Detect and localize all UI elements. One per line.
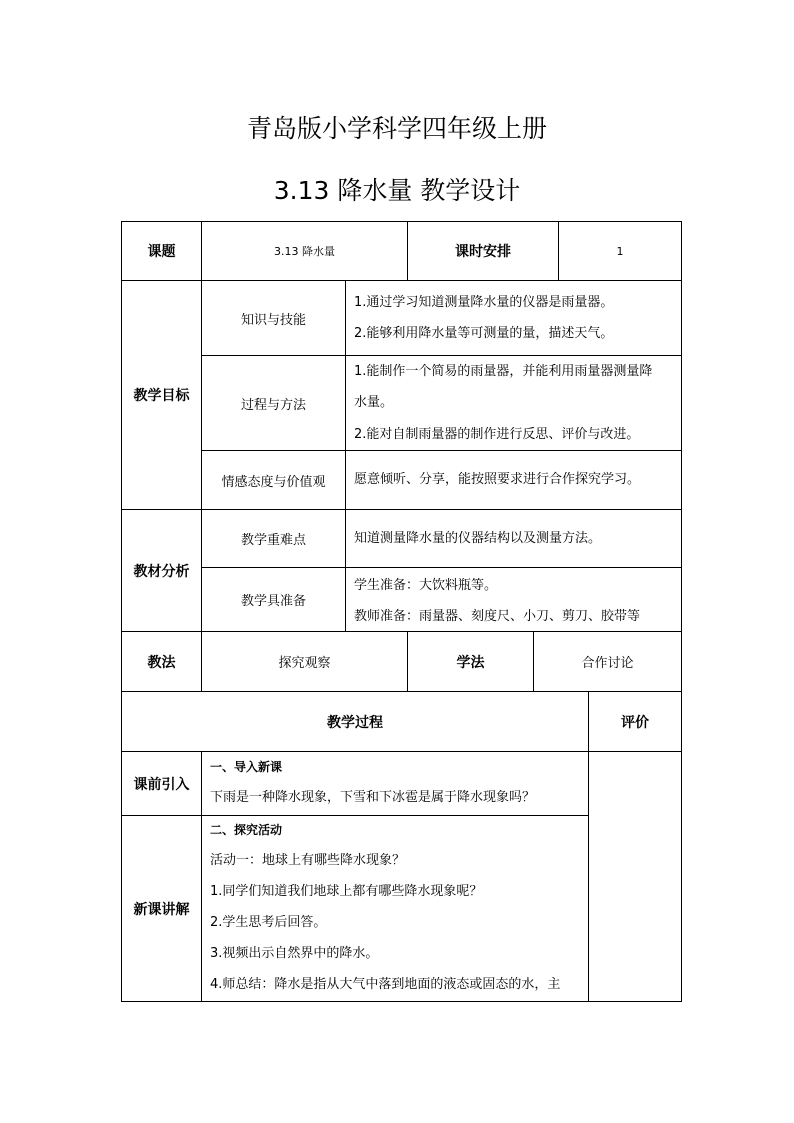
schedule-value: 1 [558, 221, 682, 281]
analysis-materials-label: 教学具准备 [201, 567, 346, 632]
method-value: 探究观察 [201, 631, 408, 692]
evaluation-cell [588, 751, 682, 1002]
newlesson-line: 2.学生思考后回答。 [210, 915, 327, 930]
intro-heading: 一、导入新课 [210, 760, 283, 774]
analysis-difficulty-label: 教学重难点 [201, 509, 346, 568]
newlesson-line: 1.同学们知道我们地球上都有哪些降水现象呢？ [210, 884, 483, 899]
goal-attitude-content [345, 450, 682, 510]
document-title: 青岛版小学科学四年级上册 [246, 114, 547, 143]
topic-label: 课题 [121, 221, 202, 281]
analysis-materials-line: 学生准备：大饮料瓶等。 [354, 578, 498, 593]
goal-process-line: 水量。 [354, 395, 394, 410]
goal-process-content [345, 355, 682, 451]
document-subtitle: 3.13 降水量 教学设计 [273, 176, 521, 205]
goal-knowledge-line: 1.通过学习知道测量降水量的仪器是雨量器。 [354, 295, 614, 310]
goal-process-line: 1.能制作一个简易的雨量器，并能利用雨量器测量降 [354, 364, 653, 379]
newlesson-line: 4.师总结：降水是指从大气中落到地面的液态或固态的水，主 [210, 977, 561, 992]
analysis-difficulty-content [345, 509, 682, 568]
goal-process-label: 过程与方法 [201, 355, 346, 451]
learning-label: 学法 [407, 631, 534, 692]
goal-attitude-line: 愿意倾听、分享，能按照要求进行合作探究学习。 [354, 472, 641, 487]
process-label: 教学过程 [121, 691, 589, 752]
analysis-difficulty-line: 知道测量降水量的仪器结构以及测量方法。 [354, 531, 602, 546]
goals-label: 教学目标 [121, 280, 202, 510]
learning-value: 合作讨论 [533, 631, 682, 692]
newlesson-label: 新课讲解 [121, 815, 202, 1002]
newlesson-content [201, 815, 589, 1002]
analysis-label: 教材分析 [121, 509, 202, 632]
method-label: 教法 [121, 631, 202, 692]
newlesson-heading: 二、探究活动 [210, 823, 283, 837]
goal-knowledge-label: 知识与技能 [201, 280, 346, 356]
goal-process-line: 2.能对自制雨量器的制作进行反思、评价与改进。 [354, 427, 640, 442]
intro-content [201, 751, 589, 816]
intro-label: 课前引入 [121, 751, 202, 816]
schedule-label: 课时安排 [407, 221, 559, 281]
intro-line: 下雨是一种降水现象，下雪和下冰雹是属于降水现象吗？ [210, 790, 536, 805]
goal-knowledge-content [345, 280, 682, 356]
evaluation-label: 评价 [588, 691, 682, 752]
newlesson-line: 3.视频出示自然界中的降水。 [210, 946, 379, 961]
newlesson-line: 活动一：地球上有哪些降水现象？ [210, 853, 406, 868]
topic-value: 3.13 降水量 [201, 221, 408, 281]
goal-attitude-label: 情感态度与价值观 [201, 450, 346, 510]
analysis-materials-content [345, 567, 682, 632]
goal-knowledge-line: 2.能够利用降水量等可测量的量，描述天气。 [354, 326, 614, 341]
analysis-materials-line: 教师准备：雨量器、刻度尺、小刀、剪刀、胶带等 [354, 609, 641, 624]
